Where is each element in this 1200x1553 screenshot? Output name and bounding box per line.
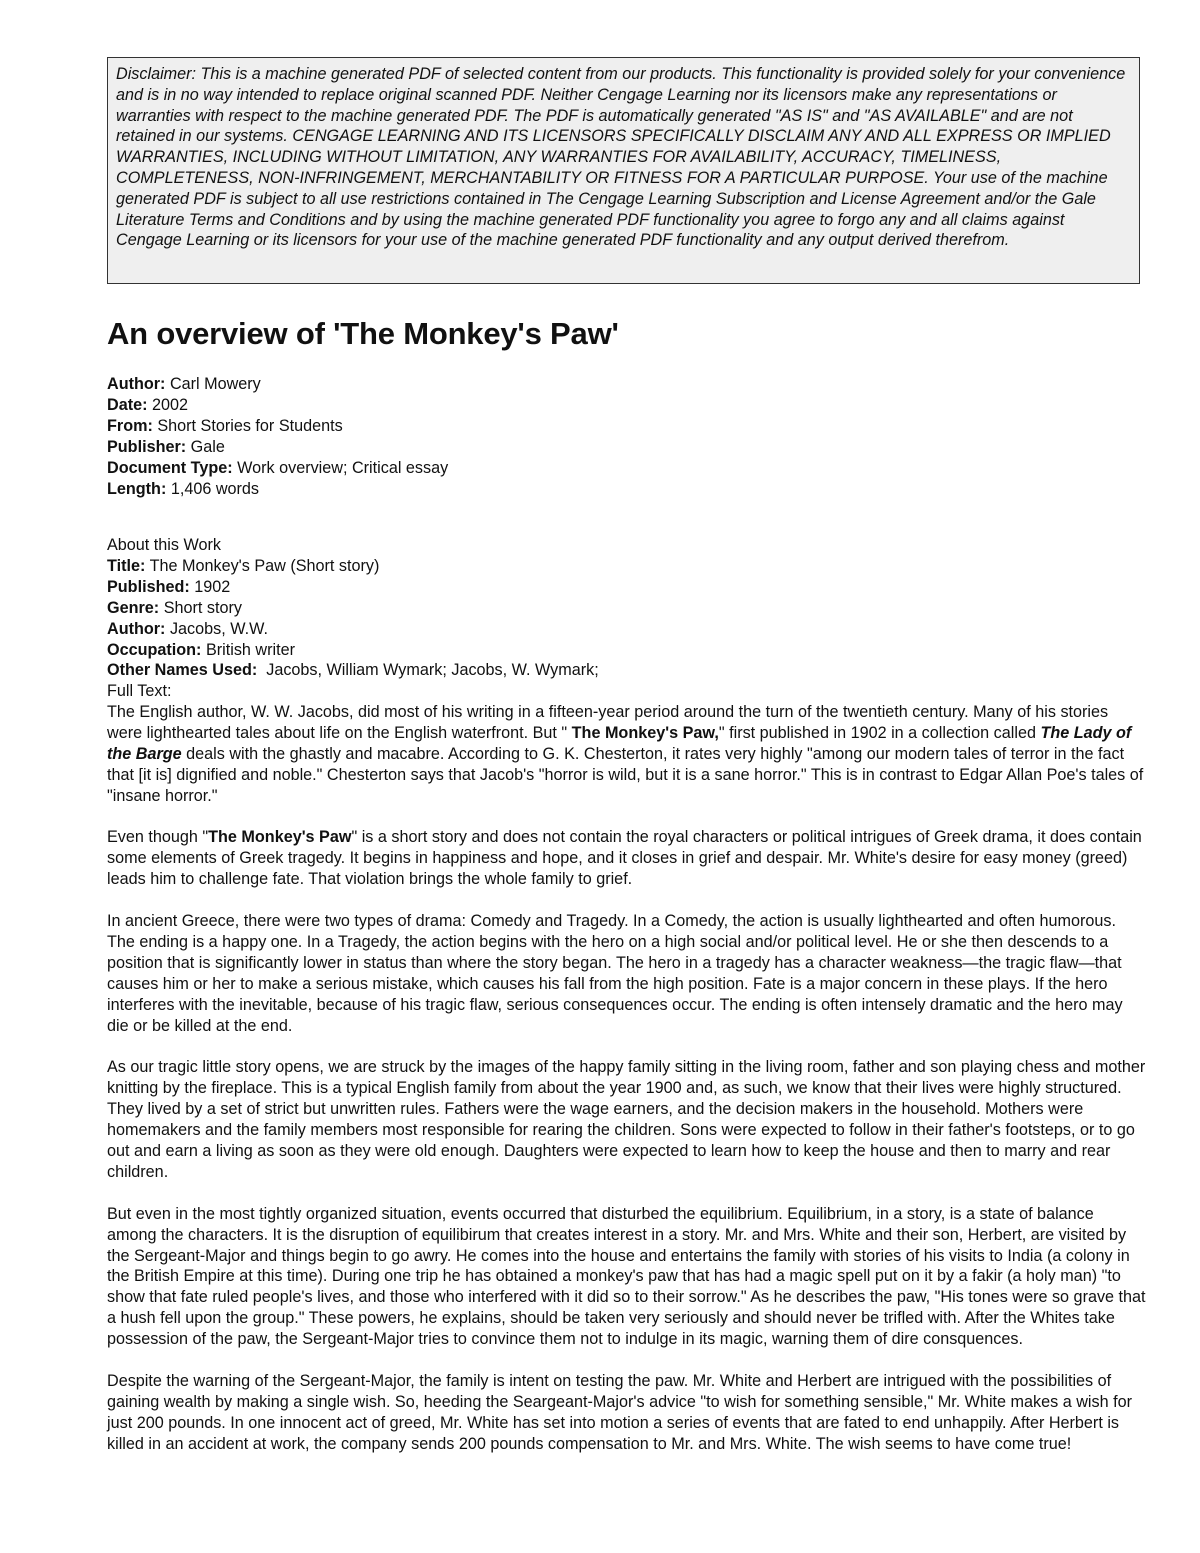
about-occupation (107, 640, 599, 661)
meta-length (107, 479, 448, 500)
meta-length-value: 1,406 words (170, 479, 260, 498)
about-author-value: Jacobs, W.W. (169, 619, 268, 638)
about-other-names (107, 660, 599, 681)
about-this-work (107, 535, 599, 702)
p2-text-a: Even though " (107, 828, 209, 847)
meta-date-label: Date: (107, 395, 148, 414)
about-title-value: The Monkey's Paw (Short story) (149, 556, 380, 575)
about-occupation-value: British writer (205, 640, 295, 659)
about-occupation-label: Occupation: (107, 640, 202, 659)
about-title (107, 556, 599, 577)
p1-text-a: The English author, W. W. Jacobs, did most of his writing in a fifteen-year period around the turn of the twentieth century. Many of his stories were lighthearted tales about life on the English waterfront. But " (107, 703, 1109, 742)
page-title: An overview of 'The Monkey's Paw' (107, 316, 619, 351)
about-author (107, 619, 599, 640)
paragraph-1 (107, 702, 1147, 807)
meta-author-label: Author: (107, 375, 166, 393)
meta-date-value: 2002 (151, 395, 188, 414)
paragraph-2 (107, 827, 1147, 890)
meta-publisher-label: Publisher: (107, 437, 187, 456)
meta-author (107, 374, 448, 395)
meta-publisher (107, 437, 448, 458)
meta-from-value: Short Stories for Students (157, 416, 343, 435)
paragraph-5: But even in the most tightly organized situation, events occurred that disturbed the equilibrium. Equilibrium, in a story, is a state of balance among the characters. It is the disruption of equilibirum that creates interest in a story. Mr. and Mrs. White and their son, Herbert, are visited by the Sergeant-Major and things begin to go awry. He comes into the house and entertains the family with stories of his visits to India (a colony in the British Empire at this time). During one trip he has obtained a monkey's paw that has had a magic spell put on it by a fakir (a holy man) "to show that fate ruled people's lives, and those who interfered with it did so to their sorrow." As he describes the paw, "His tones were so grave that a hush fell upon the group." These powers, he explains, should be taken very seriously and should never be trifled with. After the Whites take possession of the paw, the Sergeant-Major tries to convince them not to indulge in its magic, warning them of dire consquences. (107, 1204, 1146, 1349)
about-heading: About this Work (107, 536, 221, 554)
p1-text-e: deals with the ghastly and macabre. According to G. K. Chesterton, it rates very highly "among our modern tales of terror in the fact that [it is] dignified and noble." Chesterton says that Jacob's "horror is wild, but it is a sane horror." This is in contrast to Edgar Allan Poe's tales of "insane horror." (107, 744, 1144, 805)
meta-doctype-label: Document Type: (107, 458, 233, 477)
meta-publisher-value: Gale (190, 437, 225, 456)
about-genre-label: Genre: (107, 598, 160, 617)
about-other-names-label: Other Names Used: (107, 661, 258, 680)
about-published-value: 1902 (194, 577, 231, 596)
p1-text-c: " first published in 1902 in a collection called (718, 723, 1041, 742)
paragraph-6: Despite the warning of the Sergeant-Major, the family is intent on testing the paw. Mr. White and Herbert are intrigued with the possibilities of gaining wealth by making a single wish. So, heeding the Seargeant-Major's advice "to wish for something sensible," Mr. White makes a wish for just 200 pounds. In one innocent act of greed, Mr. White has set into motion a series of events that are fated to end unhappily. After Herbert is killed in an accident at work, the company sends 200 pounds compensation to Mr. and Mrs. White. The wish seems to have come true! (107, 1371, 1133, 1453)
p2-text-c: " is a short story and does not contain the royal characters or political intrigues of Greek drama, it does contain some elements of Greek tragedy. It begins in happiness and hope, and it closes in grief and despair. Mr. White's desire for easy money (greed) leads him to challenge fate. That violation brings the whole family to grief. (107, 828, 1142, 889)
p1-collection-title: The Lady of the Barge (107, 723, 1132, 763)
disclaimer-box: Disclaimer: This is a machine generated PDF of selected content from our products. This functionality is provided solely for your convenience and is in no way intended to replace original scanned PDF. Neither Cengage Learning nor its licensors make any representations or warranties with respect to the machine generated PDF. The PDF is automatically generated "AS IS" and "AS AVAILABLE" and are not retained in our systems. CENGAGE LEARNING AND ITS LICENSORS SPECIFICALLY DISCLAIM ANY AND ALL EXPRESS OR IMPLIED WARRANTIES, INCLUDING WITHOUT LIMITATION, ANY WARRANTIES FOR AVAILABILITY, ACCURACY, TIMELINESS, COMPLETENESS, NON-INFRINGEMENT, MERCHANTABILITY OR FITNESS FOR A PARTICULAR PURPOSE. Your use of the machine generated PDF is subject to all use restrictions contained in The Cengage Learning Subscription and License Agreement and/or the Gale Literature Terms and Conditions and by using the machine generated PDF functionality you agree to forgo any and all claims against Cengage Learning or its licensors for your use of the machine generated PDF functionality and any output derived therefrom. (107, 57, 1140, 284)
about-full-text-label: Full Text: (107, 682, 172, 701)
article-body (107, 702, 1147, 1475)
about-genre (107, 598, 599, 619)
meta-author-value: Carl Mowery (169, 375, 261, 393)
p1-story-title: The Monkey's Paw, (571, 723, 719, 742)
about-title-label: Title: (107, 556, 146, 575)
about-published (107, 577, 599, 598)
about-published-label: Published: (107, 577, 190, 596)
about-author-label: Author: (107, 619, 166, 638)
document-metadata (107, 374, 448, 499)
meta-doctype (107, 458, 448, 479)
about-other-names-value: Jacobs, William Wymark; Jacobs, W. Wymark; (266, 661, 599, 680)
meta-from (107, 416, 448, 437)
p2-story-title: The Monkey's Paw (208, 828, 352, 847)
meta-length-label: Length: (107, 479, 167, 498)
paragraph-4: As our tragic little story opens, we are struck by the images of the happy family sitting in the living room, father and son playing chess and mother knitting by the fireplace. This is a typical English family from about the year 1900 and, as such, we know that their lives were highly structured. They lived by a set of strict but unwritten rules. Fathers were the wage earners, and the decision makers in the household. Mothers were homemakers and the family members most responsible for rearing the children. Sons were expected to follow in their father's footsteps, or to go out and earn a living as soon as they were old enough. Daughters were expected to learn how to keep the house and then to marry and rear children. (107, 1058, 1146, 1181)
about-genre-value: Short story (163, 598, 242, 617)
meta-doctype-value: Work overview; Critical essay (237, 458, 449, 477)
meta-date (107, 395, 448, 416)
paragraph-3: In ancient Greece, there were two types of drama: Comedy and Tragedy. In a Comedy, the action is usually lighthearted and often humorous. The ending is a happy one. In a Tragedy, the action begins with the hero on a high social and/or political level. He or she then descends to a position that is significantly lower in status than where the story began. The hero in a tragedy has a character weakness—the tragic flaw—that causes him or her to make a serious mistake, which causes his fall from the high position. Fate is a major concern in these plays. If the hero interferes with the inevitable, because of his tragic flaw, serious consequences occur. The ending is often intensely dramatic and the hero may die or be killed at the end. (107, 912, 1123, 1035)
meta-from-label: From: (107, 416, 153, 435)
